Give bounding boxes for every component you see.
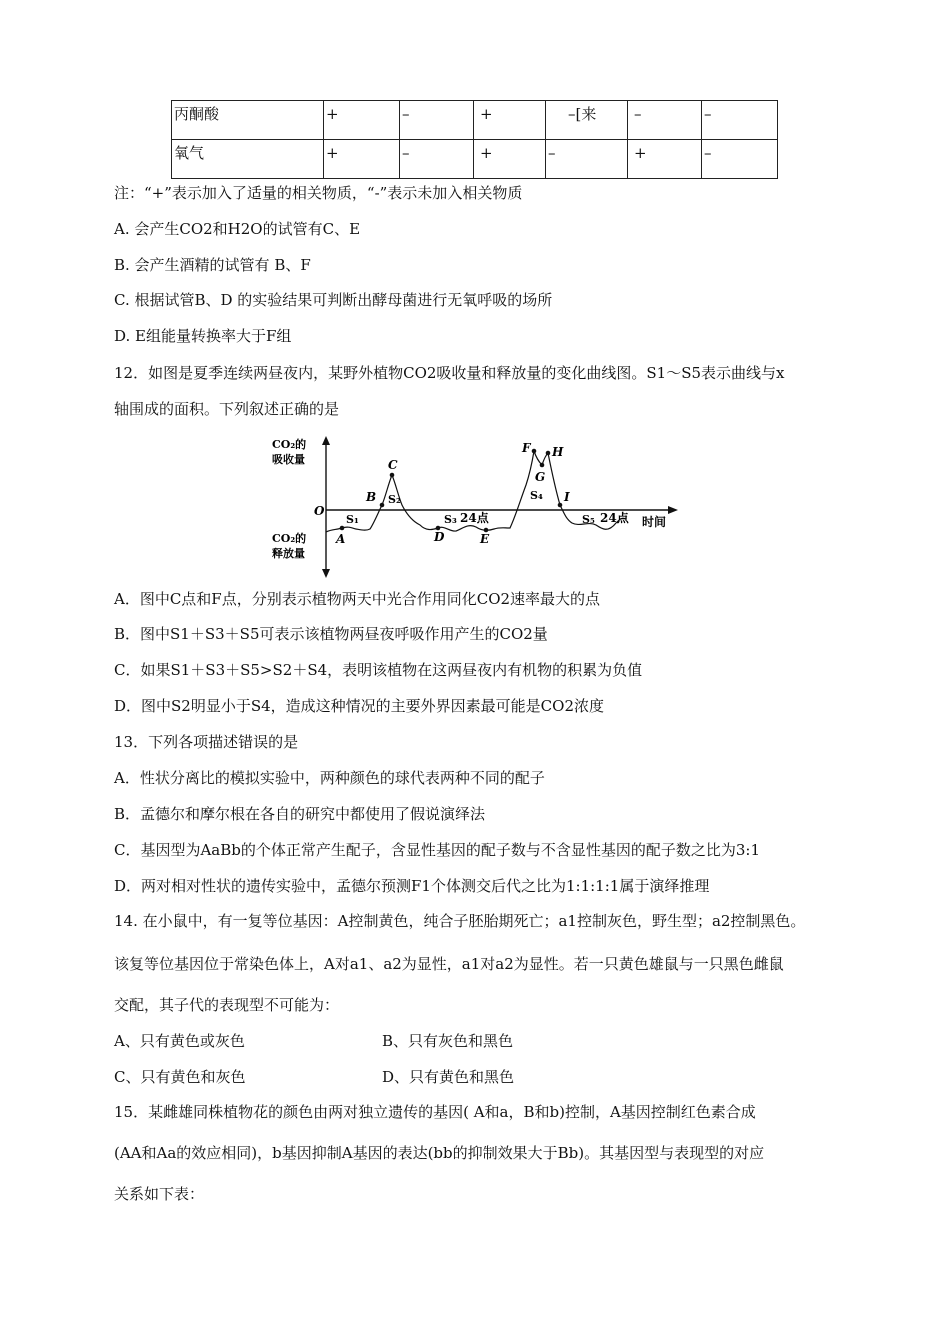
q13-stem: 13．下列各项描述错误的是: [114, 733, 299, 751]
table-cell: +: [474, 101, 546, 140]
q15-stem-line1: 15．某雌雄同株植物花的颜色由两对独立遗传的基因( A和a，B和b)控制，A基因控制红色素合成: [114, 1103, 756, 1121]
area-s3-label: S₃: [444, 513, 457, 526]
table-cell: –: [546, 140, 628, 179]
q14-stem-line3: 交配，其子代的表现型不可能为：: [114, 996, 340, 1014]
co2-exchange-figure: [270, 433, 680, 583]
point-c-marker: [390, 473, 395, 478]
point-c-label: C: [388, 458, 398, 472]
y-label-bottom-line1: CO₂的: [272, 532, 307, 545]
q13-option-d: D．两对相对性状的遗传实验中，孟德尔预测F1个体测交后代之比为1:1:1:1属于演绎推理: [114, 877, 710, 895]
table-cell: +: [324, 101, 400, 140]
area-s2-label: S₂: [388, 493, 401, 506]
q11-option-d: D. E组能量转换率大于F组: [114, 327, 292, 345]
table-cell: +: [474, 140, 546, 179]
point-a-label: A: [336, 532, 346, 546]
point-f-label: F: [522, 441, 531, 455]
q11-option-b: B. 会产生酒精的试管有 B、F: [114, 256, 311, 274]
hour-label-day2: 24点: [600, 511, 629, 525]
row-label: 丙酮酸: [172, 101, 324, 140]
q14-option-d: D、只有黄色和黑色: [382, 1068, 515, 1086]
table-cell: +: [324, 140, 400, 179]
q13-option-c: C．基因型为AaBb的个体正常产生配子，含显性基因的配子数与不含显性基因的配子数之比为3:1: [114, 841, 761, 859]
q15-stem-line3: 关系如下表：: [114, 1185, 205, 1203]
q11-option-a: A. 会产生CO2和H2O的试管有C、E: [114, 220, 361, 238]
point-b-label: B: [366, 490, 377, 504]
table-cell: –: [400, 101, 474, 140]
table-note: 注：“+”表示加入了适量的相关物质，“-”表示未加入相关物质: [114, 184, 523, 202]
y-axis-arrow-down-icon: [322, 569, 330, 578]
q11-option-c: C. 根据试管B、D 的实验结果可判断出酵母菌进行无氧呼吸的场所: [114, 291, 553, 309]
point-d-label: D: [434, 530, 445, 544]
point-b-marker: [380, 503, 385, 508]
area-s4-label: S₄: [530, 489, 543, 502]
point-g-label: G: [535, 470, 546, 484]
area-s5-label: S₅: [582, 513, 595, 526]
q13-option-a: A．性状分离比的模拟实验中，两种颜色的球代表两种不同的配子: [114, 769, 545, 787]
point-h-label: H: [552, 445, 564, 459]
q15-stem-line2: (AA和Aa的效应相同)，b基因抑制A基因的表达(bb的抑制效果大于Bb)。其基因型与表现型的对应: [114, 1144, 765, 1162]
table-cell: –: [702, 140, 778, 179]
q12-option-c: C．如果S1＋S3＋S5>S2＋S4，表明该植物在这两昼夜内有机物的积累为负值: [114, 661, 643, 679]
point-f-marker: [532, 449, 537, 454]
row-label: 氧气: [172, 140, 324, 179]
table-row: [172, 140, 778, 179]
reagent-table: [171, 100, 778, 179]
y-label-top-line2: 吸收量: [272, 453, 305, 466]
q12-option-d: D．图中S2明显小于S4，造成这种情况的主要外界因素最可能是CO2浓度: [114, 697, 604, 715]
q14-option-b: B、只有灰色和黑色: [382, 1032, 514, 1050]
y-label-top-line1: CO₂的: [272, 438, 307, 451]
point-i-marker: [558, 503, 563, 508]
q14-stem-line1: 14. 在小鼠中，有一复等位基因：A控制黄色，纯合子胚胎期死亡；a1控制灰色，野生型；a2控制黑色。: [114, 912, 806, 930]
x-axis-label: 时间: [642, 515, 667, 529]
origin-label: O: [314, 504, 325, 518]
y-label-bottom-line2: 释放量: [272, 547, 305, 560]
point-e-label: E: [480, 532, 490, 546]
x-axis-arrow-icon: [668, 506, 678, 514]
q13-option-b: B．孟德尔和摩尔根在各自的研究中都使用了假说演绎法: [114, 805, 486, 823]
table-row: [172, 101, 778, 140]
q14-stem-line2: 该复等位基因位于常染色体上，A对a1、a2为显性，a1对a2为显性。若一只黄色雄鼠与一只黑色雌鼠: [114, 955, 784, 973]
point-g-marker: [540, 463, 545, 468]
table-cell: –[来: [546, 101, 628, 140]
table-cell: –: [628, 101, 702, 140]
area-s1-label: S₁: [346, 513, 359, 526]
point-i-label: I: [564, 490, 570, 504]
q12-stem-line2: 轴围成的面积。下列叙述正确的是: [114, 400, 340, 418]
q14-option-c: C、只有黄色和灰色: [114, 1068, 246, 1086]
hour-label-day1: 24点: [460, 511, 489, 525]
point-h-marker: [546, 451, 551, 456]
y-axis-arrow-icon: [322, 436, 330, 445]
table-cell: –: [702, 101, 778, 140]
q12-option-a: A．图中C点和F点，分别表示植物两天中光合作用同化CO2速率最大的点: [114, 590, 601, 608]
table-cell: +: [628, 140, 702, 179]
point-a-marker: [340, 526, 345, 531]
q14-option-a: A、只有黄色或灰色: [114, 1032, 245, 1050]
q12-stem-line1: 12．如图是夏季连续两昼夜内，某野外植物CO2吸收量和释放量的变化曲线图。S1～S5表示曲线与x: [114, 364, 785, 382]
table-cell: –: [400, 140, 474, 179]
q12-option-b: B．图中S1＋S3＋S5可表示该植物两昼夜呼吸作用产生的CO2量: [114, 625, 548, 643]
